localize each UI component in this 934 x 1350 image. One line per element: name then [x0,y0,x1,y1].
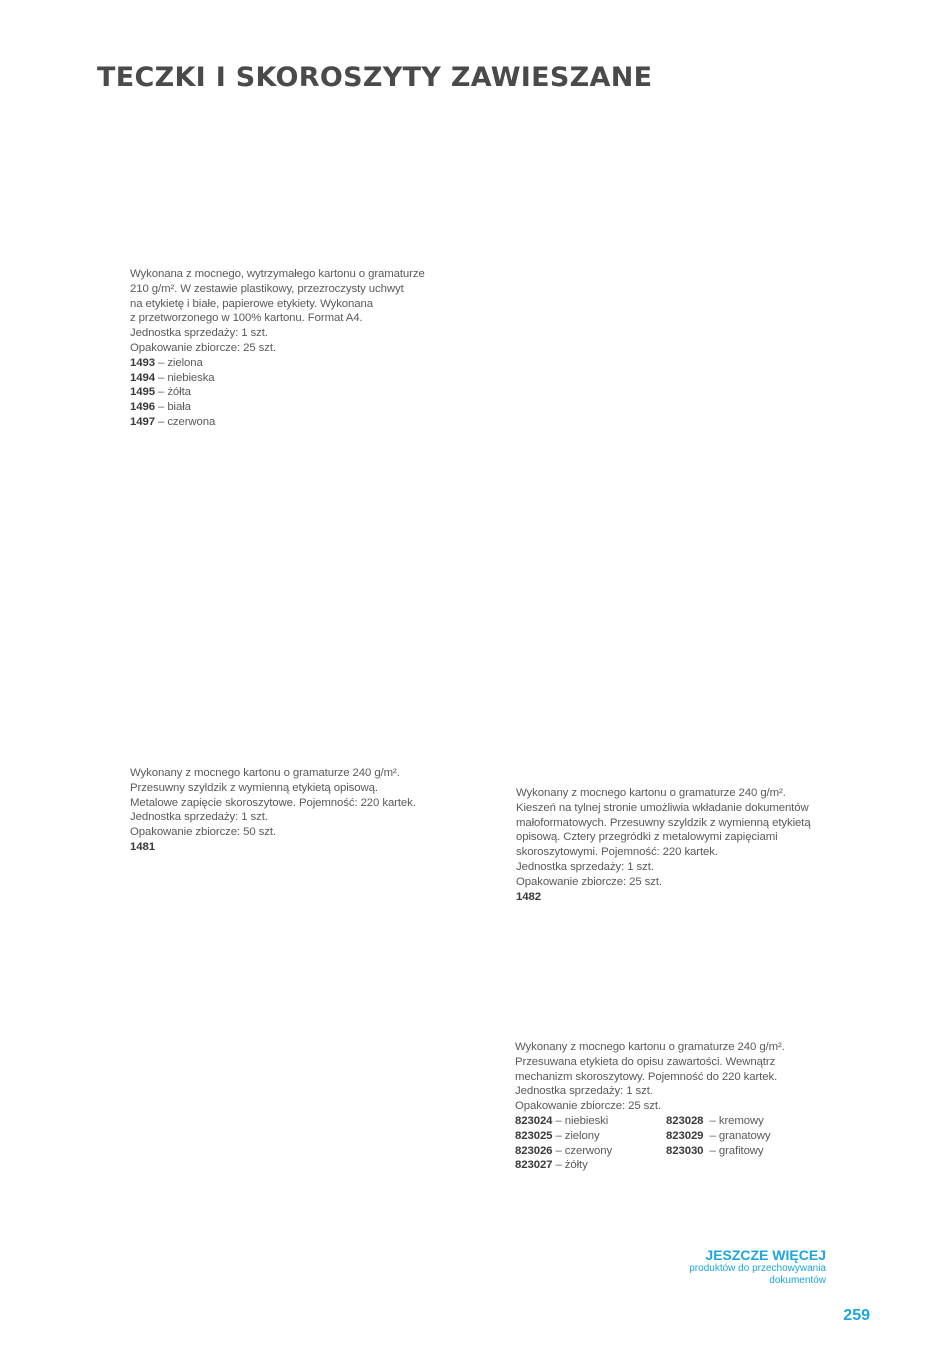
product-description-binder-1482 [516,786,811,904]
product-code: 823028 [666,1114,704,1127]
variant-row [515,1114,666,1129]
variant-color: – biała [154,401,191,414]
more-products-subtitle: dokumentów [769,1274,826,1286]
product-code: 1481 [130,840,155,853]
product-code: 1493 [130,356,155,369]
variant-color: – niebieski [552,1114,609,1127]
variant-color: – niebieska [154,371,215,384]
bulk-package: Opakowanie zbiorcze: 50 szt. [130,826,276,839]
description-line: z przetworzonego w 100% kartonu. Format A4. [130,312,363,325]
variant-color: – żółta [154,386,191,399]
product-description-binder-8230xx [515,1040,785,1173]
description-line: Wykonany z mocnego kartonu o gramaturze 240 g/m². [130,767,400,779]
sales-unit: Jednostka sprzedaży: 1 szt. [130,327,268,340]
page-number: 259 [843,1307,870,1324]
variant-color: – kremowy [703,1114,764,1127]
product-code: 823025 [515,1129,553,1142]
variant-row [515,1158,666,1173]
description-line: skoroszytowymi. Pojemność: 220 kartek. [516,846,718,859]
variant-color: – czerwona [154,415,216,428]
description-line: Kieszeń na tylnej stronie umożliwia wkładanie dokumentów [516,801,809,814]
more-products-link[interactable] [689,1247,826,1286]
sales-unit: Jednostka sprzedaży: 1 szt. [130,811,268,824]
variant-color: – zielona [154,356,203,369]
product-description-binder-1481 [130,766,416,855]
variant-row [666,1129,785,1144]
product-description-hanging-file [130,267,425,430]
variant-color: – grafitowy [703,1144,764,1157]
description-line: opisową. Cztery przegródki z metalowymi zapięciami [516,831,778,844]
variant-color: – zielony [552,1129,600,1142]
product-code: 1495 [130,386,155,399]
description-line: Wykonany z mocnego kartonu o gramaturze 240 g/m². [516,787,786,799]
variant-row [666,1114,785,1129]
product-code: 823029 [666,1129,704,1142]
product-code: 1496 [130,401,155,414]
variant-grid [515,1114,785,1173]
description-line: mechanizm skoroszytowy. Pojemność do 220 kartek. [515,1070,778,1083]
product-code: 823030 [666,1144,704,1157]
description-line: Przesuwny szyldzik z wymienną etykietą opisową. [130,781,378,794]
product-code: 1482 [516,890,541,903]
bulk-package: Opakowanie zbiorcze: 25 szt. [515,1100,661,1113]
product-code: 1497 [130,415,155,428]
description-line: Metalowe zapięcie skoroszytowe. Pojemność: 220 kartek. [130,796,416,809]
variant-column-left [515,1114,666,1173]
description-line: Przesuwana etykieta do opisu zawartości. Wewnątrz [515,1055,776,1068]
variant-row [666,1144,785,1159]
product-code: 823026 [515,1144,553,1157]
sales-unit: Jednostka sprzedaży: 1 szt. [515,1085,653,1098]
page-title: TECZKI I SKOROSZYTY ZAWIESZANE [97,62,653,93]
sales-unit: Jednostka sprzedaży: 1 szt. [516,860,654,873]
description-line: na etykietę i białe, papierowe etykiety. Wykonana [130,297,373,310]
bulk-package: Opakowanie zbiorcze: 25 szt. [516,875,662,888]
variant-row [130,371,425,386]
variant-column-right [666,1114,785,1173]
variant-row [130,385,425,400]
bulk-package: Opakowanie zbiorcze: 25 szt. [130,341,276,354]
product-code: 823024 [515,1114,553,1127]
variant-row [515,1129,666,1144]
variant-color: – żółty [552,1159,588,1172]
description-line: małoformatowych. Przesuwny szyldzik z wymienną etykietą [516,816,811,829]
variant-color: – granatowy [703,1129,771,1142]
product-code: 1494 [130,371,155,384]
variant-row [130,356,425,371]
description-line: Wykonana z mocnego, wytrzymałego kartonu o gramaturze [130,268,425,280]
more-products-subtitle: produktów do przechowywania [689,1263,826,1274]
description-line: 210 g/m². W zestawie plastikowy, przezroczysty uchwyt [130,282,404,295]
product-code: 823027 [515,1159,553,1172]
variant-color: – czerwony [552,1144,613,1157]
variant-row [515,1144,666,1159]
description-line: Wykonany z mocnego kartonu o gramaturze 240 g/m². [515,1041,785,1053]
variant-row [130,415,425,430]
more-products-title: JESZCZE WIĘCEJ [705,1247,826,1263]
variant-row [130,400,425,415]
